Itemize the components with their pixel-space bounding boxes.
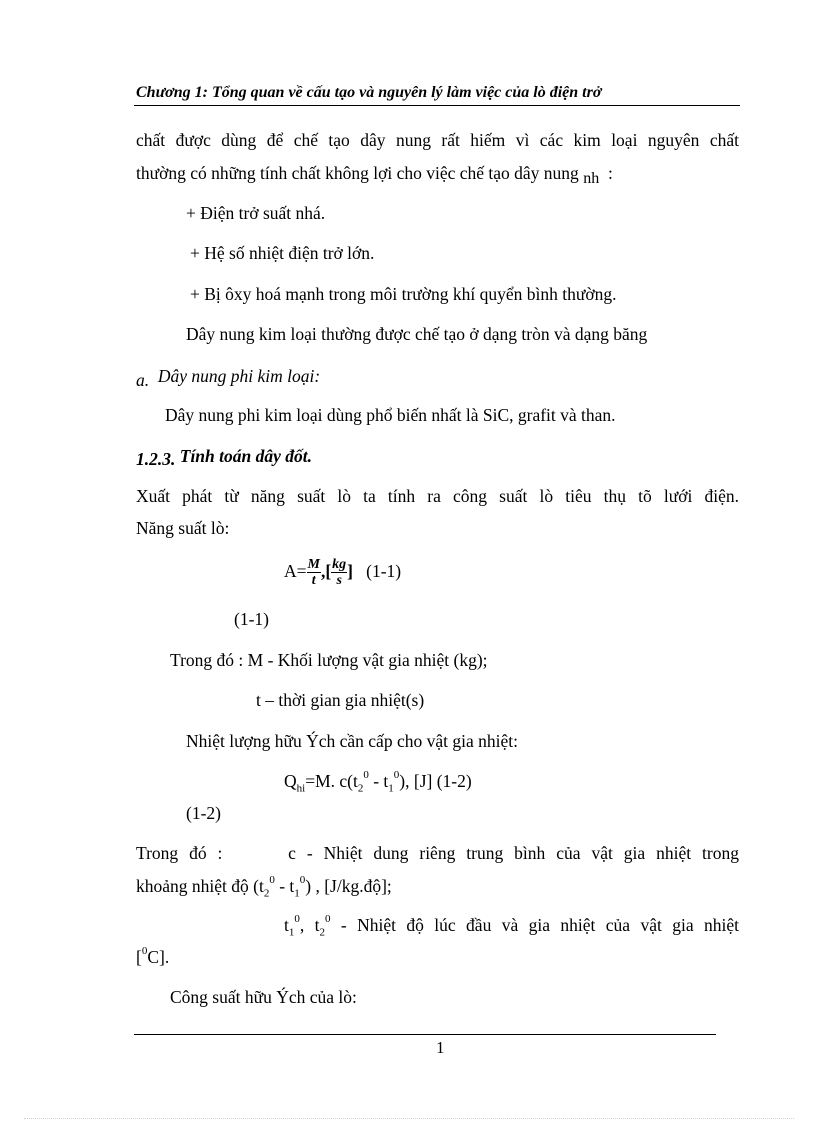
- formula-1-label: (1-1): [366, 561, 402, 581]
- colon: :: [607, 163, 613, 183]
- formula-2-label-repeat: (1-2): [186, 803, 221, 823]
- page-number: 1: [436, 1038, 445, 1057]
- where-2-line-4-b: C].: [147, 947, 170, 967]
- where-2-line-1: Trong đó : c - Nhiệt dung riêng trung bình của vật gia nhiệt trong: [136, 843, 739, 863]
- subheading-a-marker: a.: [136, 370, 150, 390]
- formula-2-end: ), [J] (1-2): [399, 771, 472, 791]
- where-2-line-3-a: t: [284, 915, 289, 935]
- paragraph-4-line-1: Xuất phát từ năng suất lò ta tính ra công suất lò tiêu thụ tõ lưới điện.: [136, 486, 739, 506]
- subheading-a-text: Dây nung phi kim loại:: [157, 366, 321, 386]
- bullet-resistivity: + Điện trở suất nhá.: [186, 203, 326, 223]
- fraction-denominator-s: s: [336, 573, 342, 589]
- formula-2-q-sub: hi: [296, 782, 306, 795]
- chapter-header: Chương 1: Tổng quan về cấu tạo và nguyên lý làm việc của lò điện trở: [136, 84, 602, 101]
- paragraph-3: Dây nung phi kim loại dùng phổ biến nhất là SiC, grafit và than.: [165, 405, 616, 425]
- where-2-line-2-a: khoảng nhiệt độ (t: [136, 876, 264, 896]
- where-2-t1-sub: 1: [294, 887, 300, 900]
- paragraph-2: Dây nung kim loại thường được chế tạo ở dạng tròn và dạng băng: [186, 324, 648, 344]
- paragraph-1-line-2-text: thường có những tính chất không lợi cho việc chế tạo dây nung: [136, 163, 579, 183]
- formula-1-2: [284, 769, 472, 795]
- subscript-nh: nh: [583, 170, 600, 187]
- where-2-t2-sub: 2: [263, 887, 270, 900]
- where-2-line-3-t2-sup: 0: [325, 913, 331, 926]
- formula-1-close-bracket: ]: [347, 561, 353, 581]
- fraction-numerator-m: M: [307, 557, 320, 573]
- header-divider: [134, 105, 740, 106]
- formula-2-t2-sup: 0: [363, 769, 369, 782]
- subheading-a: [136, 366, 321, 390]
- formula-2-t1-sub: 1: [388, 782, 394, 795]
- paragraph-1-line-1: chất được dùng để chế tạo dây nung rất hiếm vì các kim loại nguyên chất: [136, 130, 739, 150]
- where-2-line-2: [136, 874, 392, 900]
- footer-divider: [134, 1034, 716, 1035]
- paragraph-4-line-2: Năng suất lò:: [136, 518, 230, 538]
- formula-2-t1-sup: 0: [393, 769, 400, 782]
- where-2-line-4-sup: 0: [141, 945, 148, 958]
- formula-2-q: Q: [284, 771, 297, 791]
- fraction-m-over-t: [307, 557, 321, 588]
- bullet-oxidation: + Bị ôxy hoá mạnh trong môi trường khí quyển bình thường.: [190, 284, 617, 304]
- formula-1-1: [284, 556, 401, 588]
- formula-1-label-repeat: (1-1): [234, 609, 269, 629]
- where-2-line-3-t2-sub: 2: [319, 926, 326, 939]
- formula-1-lhs: A=: [284, 561, 307, 581]
- where-2-line-3-t1-sub: 1: [288, 926, 295, 939]
- section-title: Tính toán dây đốt.: [179, 446, 312, 466]
- where-1-time: t – thời gian gia nhiệt(s): [256, 690, 425, 710]
- where-2-line-2-b: - t: [274, 876, 295, 896]
- where-2-line-2-c: ) , [J/kg.độ];: [305, 876, 392, 896]
- fraction-denominator-t: t: [311, 573, 316, 589]
- formula-1-separator: ,[: [320, 561, 332, 581]
- section-number: 1.2.3.: [136, 449, 176, 469]
- where-2-line-3-b: , t: [299, 915, 320, 935]
- formula-2-t2-sub: 2: [357, 782, 364, 795]
- paragraph-1-line-2: [136, 163, 613, 187]
- bullet-temperature-coefficient: + Hệ số nhiệt điện trở lớn.: [190, 243, 375, 263]
- fraction-numerator-kg: kg: [332, 557, 347, 573]
- formula-2-minus: - t: [368, 771, 389, 791]
- paragraph-5: Nhiệt lượng hữu Ých cần cấp cho vật gia nhiệt:: [186, 731, 518, 751]
- where-2-t1-sup: 0: [299, 874, 306, 887]
- fraction-kg-over-s: [331, 557, 347, 588]
- where-2-line-3-c: - Nhiệt độ lúc đầu và gia nhiệt của vật gia nhiệt: [330, 915, 739, 935]
- where-2-line-3: [284, 913, 739, 939]
- where-2-t2-sup: 0: [269, 874, 275, 887]
- where-2-line-4-a: [: [136, 947, 142, 967]
- where-1-mass: Trong đó : M - Khối lượng vật gia nhiệt (kg);: [170, 650, 488, 670]
- formula-2-mid: =M. c(t: [305, 771, 358, 791]
- where-2-line-3-t1-sup: 0: [294, 913, 300, 926]
- section-heading: [136, 446, 312, 467]
- paragraph-6: Công suất hữu Ých của lò:: [170, 987, 357, 1007]
- where-2-line-4: [136, 947, 169, 968]
- page-bottom-edge: [24, 1118, 794, 1119]
